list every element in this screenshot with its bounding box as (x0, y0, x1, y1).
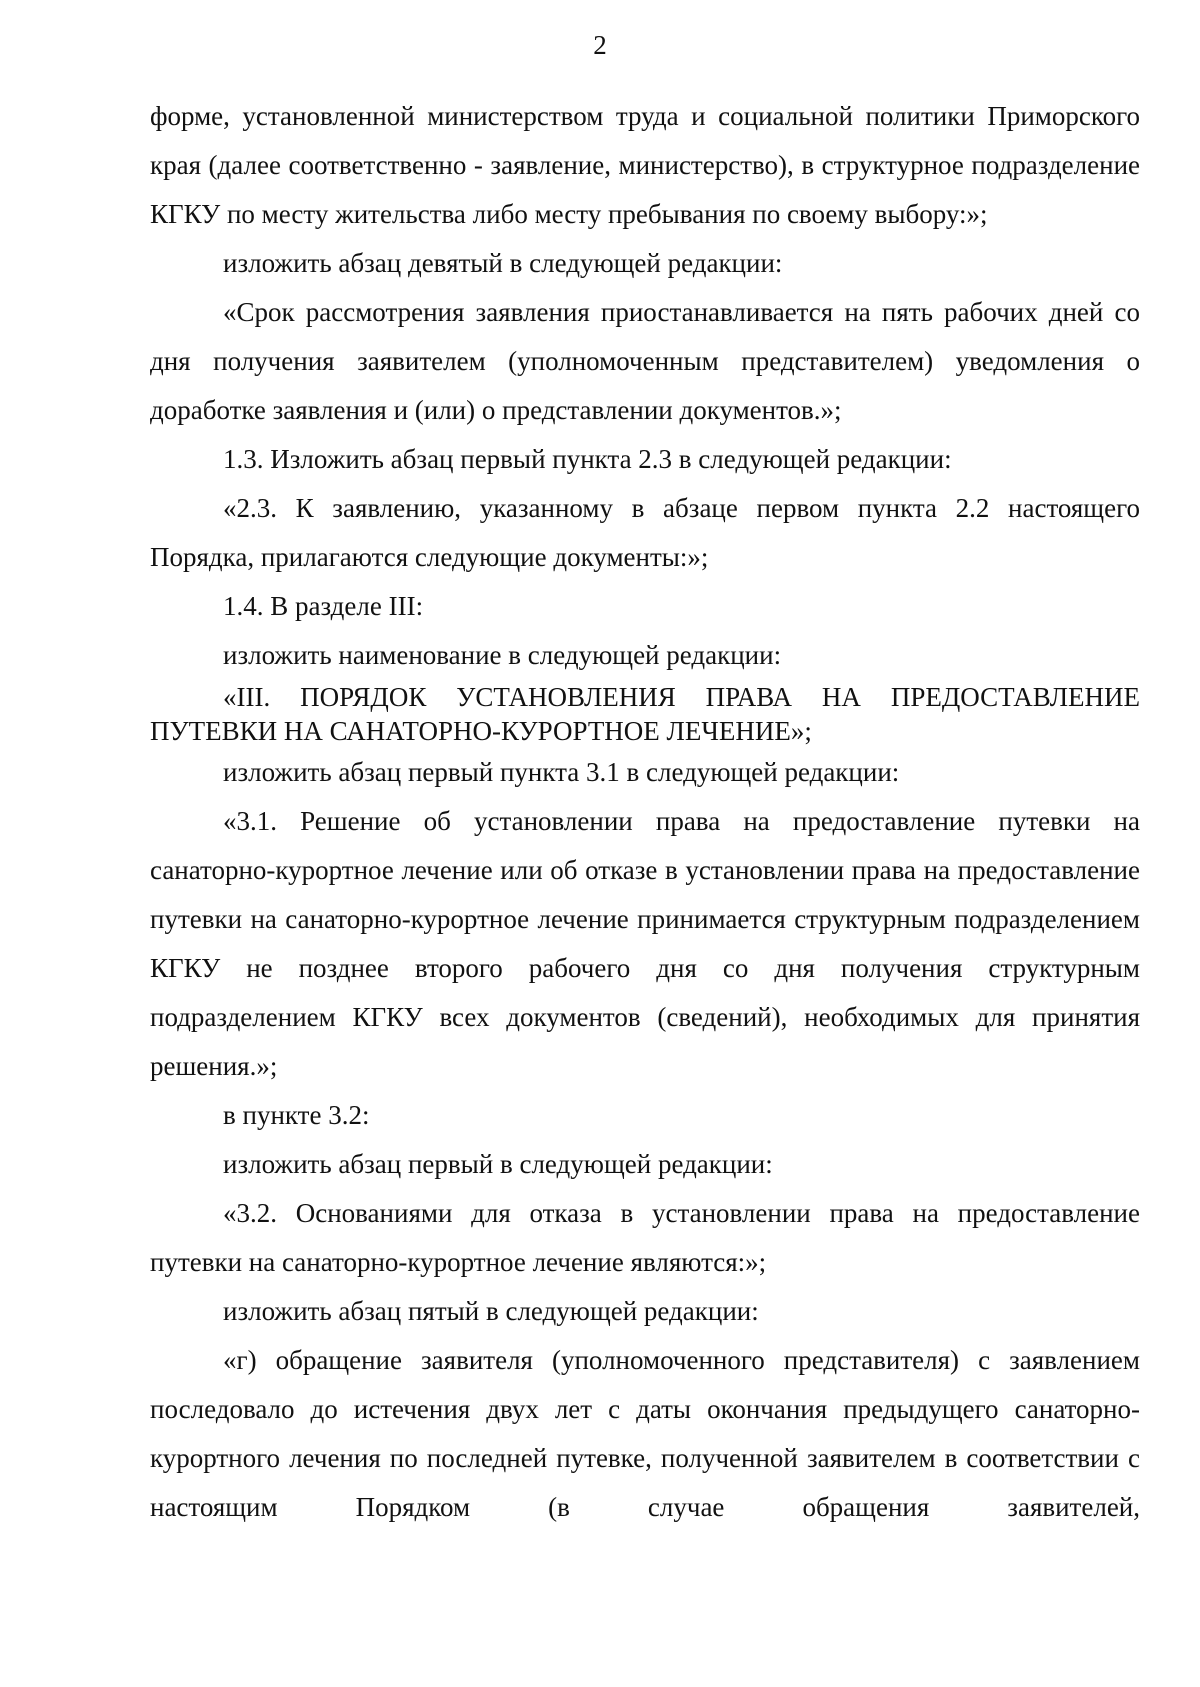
paragraph-amendment-instruction: изложить абзац первый в следующей редакции: (223, 1149, 773, 1179)
paragraph-amendment-instruction: изложить абзац первый пункта 3.1 в следующей редакции: (223, 757, 900, 787)
paragraph-amendment-instruction: изложить наименование в следующей редакции: (223, 640, 782, 670)
paragraph-continuation: форме, установленной министерством труда и социальной политики Приморского края (далее соответственно - заявление, министерство), в структурное подразделение КГКУ по месту жительства либо месту пребывания по своему выбору:»; (150, 101, 1140, 229)
section-heading-line-1: «III. ПОРЯДОК УСТАНОВЛЕНИЯ ПРАВА НА ПРЕДОСТАВЛЕНИЕ (223, 682, 1140, 712)
paragraph-quote-3-1: «3.1. Решение об установлении права на предоставление путевки на санаторно-курортное лечение или об отказе в установлении права на предоставление путевки на санаторно-курортное лечение принимается структурным подразделением КГКУ не позднее второго рабочего дня со дня получения структурным подразделением КГКУ всех документов (сведений), необходимых для принятия решения.»; (150, 806, 1140, 1081)
section-heading-quote (150, 680, 1140, 748)
paragraph-amendment-instruction: изложить абзац пятый в следующей редакции: (223, 1296, 759, 1326)
paragraph-item-1-4: 1.4. В разделе III: (223, 591, 424, 621)
paragraph-quote-review-period: «Срок рассмотрения заявления приостанавливается на пять рабочих дней со дня получения заявителем (уполномоченным представителем) уведомления о доработке заявления и (или) о представлении документов.»; (150, 297, 1140, 425)
page-number: 2 (593, 30, 607, 60)
paragraph-quote-3-2: «3.2. Основаниями для отказа в установлении права на предоставление путевки на санаторно-курортное лечение являются:»; (150, 1198, 1140, 1277)
paragraph-quote-2-3: «2.3. К заявлению, указанному в абзаце первом пункта 2.2 настоящего Порядка, прилагаются следующие документы:»; (150, 493, 1140, 572)
paragraph-item-3-2: в пункте 3.2: (223, 1100, 370, 1130)
paragraph-item-1-3: 1.3. Изложить абзац первый пункта 2.3 в следующей редакции: (223, 444, 952, 474)
paragraph-amendment-instruction: изложить абзац девятый в следующей редакции: (223, 248, 783, 278)
section-heading-line-2: ПУТЕВКИ НА САНАТОРНО-КУРОРТНОЕ ЛЕЧЕНИЕ»; (150, 716, 812, 746)
document-body (150, 92, 1140, 1532)
paragraph-quote-item-g: «г) обращение заявителя (уполномоченного представителя) с заявлением последовало до истечения двух лет с даты окончания предыдущего санаторно-курортного лечения по последней путевке, полученной заявителем в соответствии с настоящим Порядком (в случае обращения заявителей, (150, 1345, 1140, 1522)
